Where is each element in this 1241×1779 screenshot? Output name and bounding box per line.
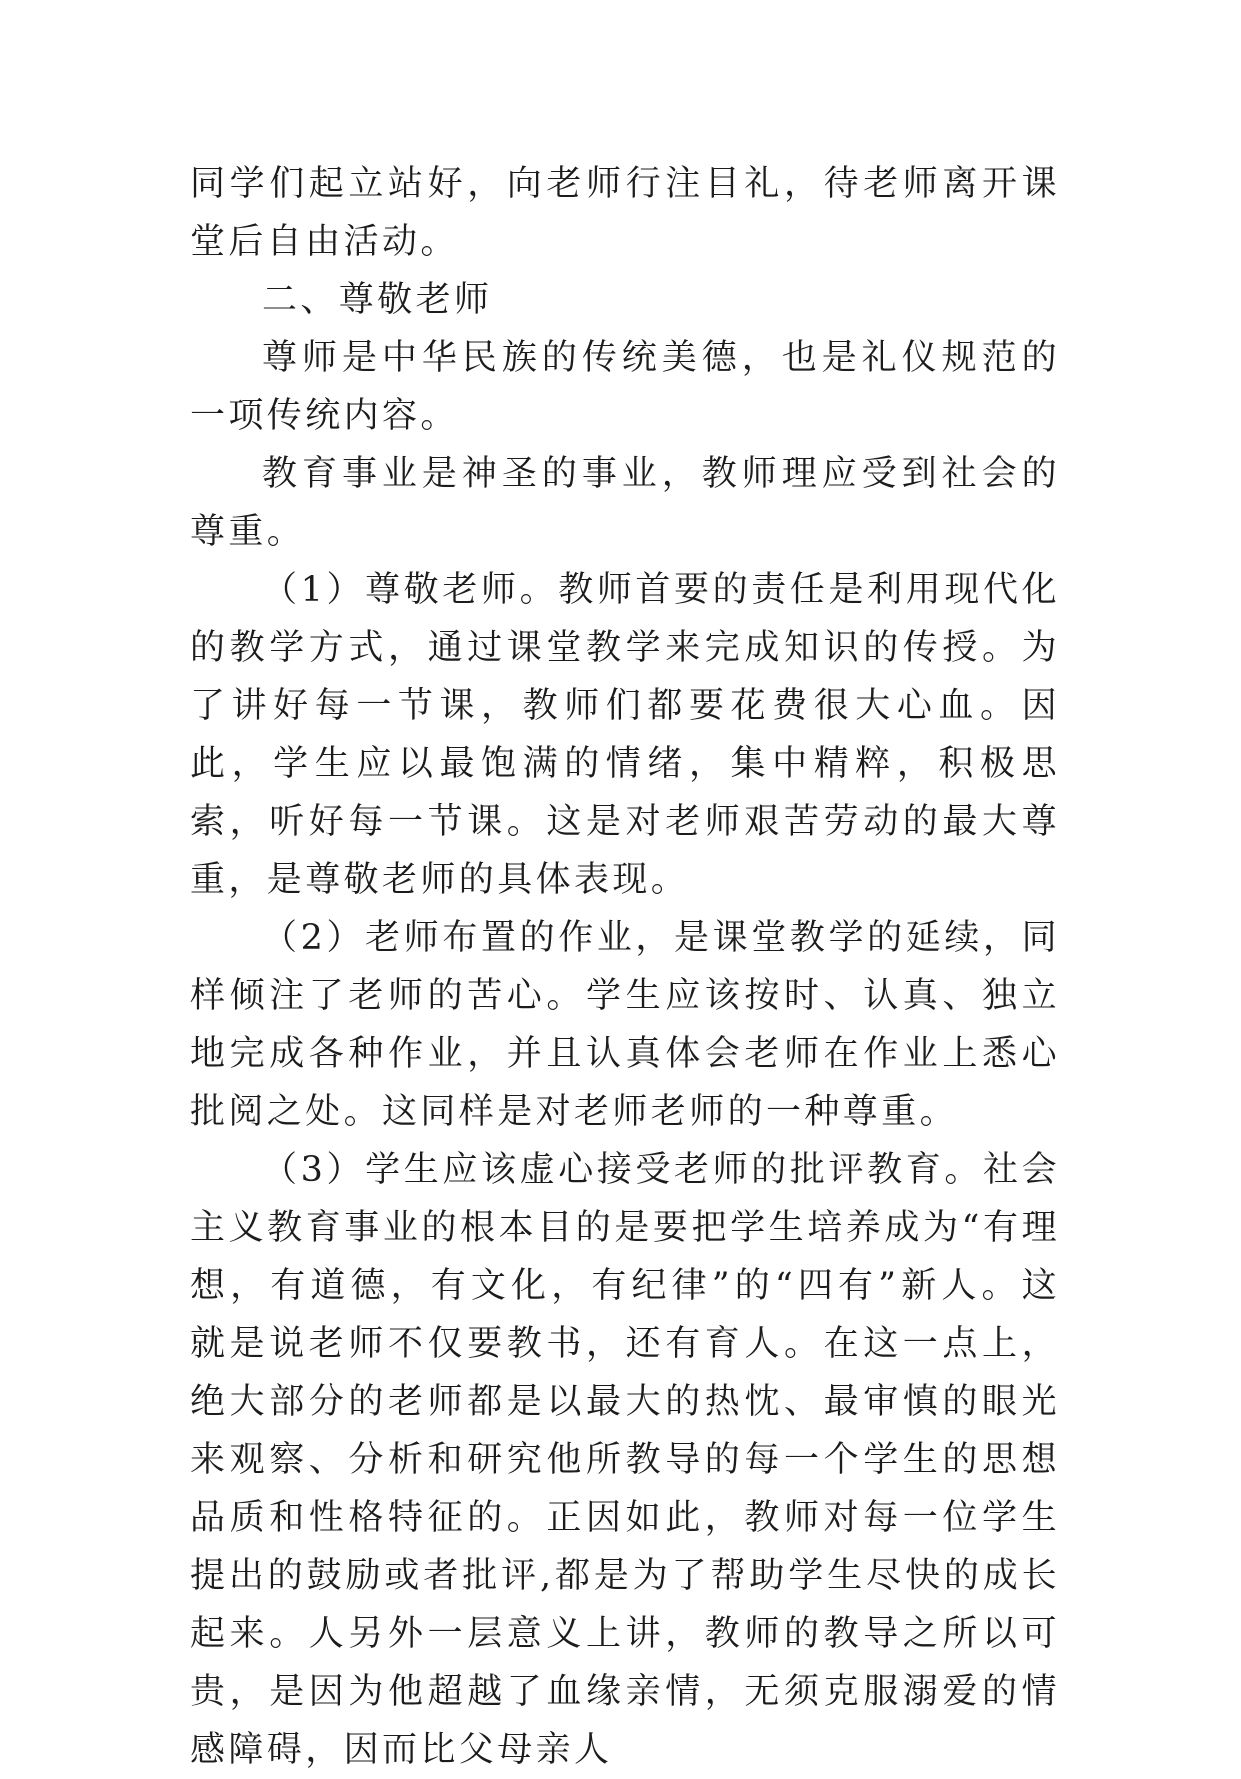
section-heading: 二、尊敬老师 [262, 280, 493, 320]
paragraph-education-sacred: 教育事业是神圣的事业，教师理应受到社会的尊重。 [190, 454, 1060, 552]
paragraph-point-2: （2）老师布置的作业，是课堂教学的延续，同样倾注了老师的苦心。学生应该按时、认真、独立地完成各种作业，并且认真体会老师在作业上悉心批阅之处。这同样是对老师老师的一种尊重。 [190, 918, 1060, 1132]
paragraph-point-1: （1）尊敬老师。教师首要的责任是利用现代化的教学方式，通过课堂教学来完成知识的传授。为了讲好每一节课，教师们都要花费很大心血。因此，学生应以最饱满的情绪，集中精粹，积极思索，听好每一节课。这是对老师艰苦劳动的最大尊重，是尊敬老师的具体表现。 [190, 570, 1060, 900]
paragraph-respect-tradition: 尊师是中华民族的传统美德，也是礼仪规范的一项传统内容。 [190, 338, 1060, 436]
paragraph-point-3: （3）学生应该虚心接受老师的批评教育。社会主义教育事业的根本目的是要把学生培养成为“有理想，有道德，有文化，有纪律”的“四有”新人。这就是说老师不仅要教书，还有育人。在这一点上，绝大部分的老师都是以最大的热忱、最审慎的眼光来观察、分析和研究他所教导的每一个学生的思想品质和性格特征的。正因如此，教师对每一位学生提出的鼓励或者批评,都是为了帮助学生尽快的成长起来。人另外一层意义上讲，教师的教导之所以可贵，是因为他超越了血缘亲情，无须克服溺爱的情感障碍，因而比父母亲人 [190, 1150, 1060, 1770]
document-body [190, 155, 1060, 1779]
paragraph-continuation: 同学们起立站好，向老师行注目礼，待老师离开课堂后自由活动。 [190, 164, 1060, 262]
